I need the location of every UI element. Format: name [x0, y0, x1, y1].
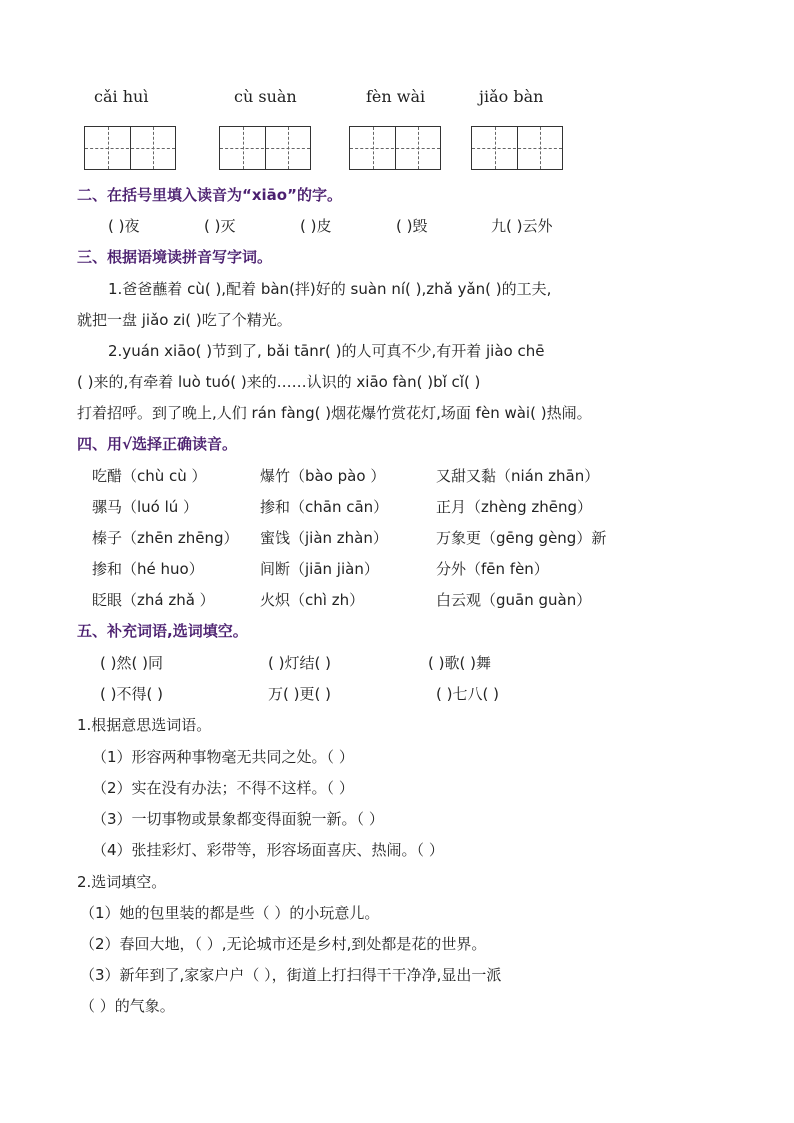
s2-blank-2[interactable]: ( )灭 [204, 217, 236, 235]
pinyin-word-2: cù suàn [234, 87, 297, 106]
s4-item[interactable]: 间断（jiān jiàn） [260, 560, 379, 578]
s4-item[interactable]: 骡马（luó lú ） [92, 498, 199, 516]
section-2-heading: 二、在括号里填入读音为“xiāo”的字。 [77, 186, 342, 204]
s5-q2-title: 2.选词填空。 [77, 873, 167, 891]
s3-line-1: 1.爸爸蘸着 cù( ),配着 bàn(拌)好的 suàn ní( ),zhǎ yǎn( )的工夫, [108, 280, 552, 298]
s5-q1-item[interactable]: （4）张挂彩灯、彩带等，形容场面喜庆、热闹。（ ） [92, 841, 444, 859]
s4-item[interactable]: 掺和（chān cān） [260, 498, 389, 516]
s5-fill-item[interactable]: 万( )更( ) [268, 685, 331, 703]
section-3-heading: 三、根据语境读拼音写字词。 [77, 248, 273, 266]
s5-q1-item[interactable]: （3）一切事物或景象都变得面貌一新。（ ） [92, 810, 384, 828]
s4-item[interactable]: 分外（fēn fèn） [436, 560, 549, 578]
section-5-heading: 五、补充词语,选词填空。 [77, 622, 248, 640]
s3-line-3: 2.yuán xiāo( )节到了, bǎi tānr( )的人可真不少,有开着 jiào chē [108, 342, 545, 360]
s4-item[interactable]: 掺和（hé huo） [92, 560, 204, 578]
s2-blank-4[interactable]: ( )毁 [396, 217, 428, 235]
pinyin-word-3: fèn wài [366, 87, 426, 106]
s3-line-2: 就把一盘 jiǎo zi( )吃了个精光。 [77, 311, 292, 329]
s5-fill-item[interactable]: ( )七八( ) [436, 685, 499, 703]
s4-item[interactable]: 吃醋（chù cù ） [92, 467, 207, 485]
pinyin-word-4: jiǎo bàn [479, 87, 544, 106]
section-4-heading: 四、用√选择正确读音。 [77, 435, 238, 453]
s5-fill-item[interactable]: ( )不得( ) [100, 685, 163, 703]
s5-fill-item[interactable]: ( )然( )同 [100, 654, 163, 672]
s5-q1-item[interactable]: （1）形容两种事物毫无共同之处。（ ） [92, 748, 354, 766]
writing-grid-4[interactable] [471, 126, 563, 170]
s3-line-5: 打着招呼。到了晚上,人们 rán fàng( )烟花爆竹赏花灯,场面 fèn wài( )热闹。 [77, 404, 592, 422]
s4-item[interactable]: 爆竹（bào pào ） [260, 467, 386, 485]
s4-item[interactable]: 蜜饯（jiàn zhàn） [260, 529, 388, 547]
s4-item[interactable]: 火炽（chì zh） [260, 591, 365, 609]
s4-item[interactable]: 眨眼（zhá zhǎ ） [92, 591, 215, 609]
pinyin-word-1: cǎi huì [94, 87, 149, 106]
s5-q1-title: 1.根据意思选词语。 [77, 716, 212, 734]
s4-item[interactable]: 正月（zhèng zhēng） [436, 498, 593, 516]
s4-item[interactable]: 榛子（zhēn zhēng） [92, 529, 239, 547]
s5-q1-item[interactable]: （2）实在没有办法；不得不这样。（ ） [92, 779, 354, 797]
s2-blank-1[interactable]: ( )夜 [108, 217, 140, 235]
s4-item[interactable]: 白云观（guān guàn） [436, 591, 592, 609]
s2-blank-3[interactable]: ( )皮 [300, 217, 332, 235]
s4-item[interactable]: 又甜又黏（nián zhān） [436, 467, 600, 485]
s5-q2-item[interactable]: （2）春回大地，（ ）,无论城市还是乡村,到处都是花的世界。 [80, 935, 487, 953]
s3-line-4: ( )来的,有牵着 luò tuó( )来的……认识的 xiāo fàn( )bǐ cǐ( ) [77, 373, 481, 391]
s5-q2-item[interactable]: （1）她的包里装的都是些（ ）的小玩意儿。 [80, 904, 380, 922]
writing-grid-1[interactable] [84, 126, 176, 170]
s5-q2-item[interactable]: （3）新年到了,家家户户（ ），街道上打扫得干干净净,显出一派 [80, 966, 502, 984]
s2-blank-5[interactable]: 九( )云外 [491, 217, 553, 235]
writing-grid-3[interactable] [349, 126, 441, 170]
writing-grid-2[interactable] [219, 126, 311, 170]
s5-fill-item[interactable]: ( )灯结( ) [268, 654, 331, 672]
s5-q2-item[interactable]: （ ）的气象。 [80, 997, 175, 1015]
s5-fill-item[interactable]: ( )歌( )舞 [428, 654, 491, 672]
s4-item[interactable]: 万象更（gēng gèng）新 [436, 529, 607, 547]
